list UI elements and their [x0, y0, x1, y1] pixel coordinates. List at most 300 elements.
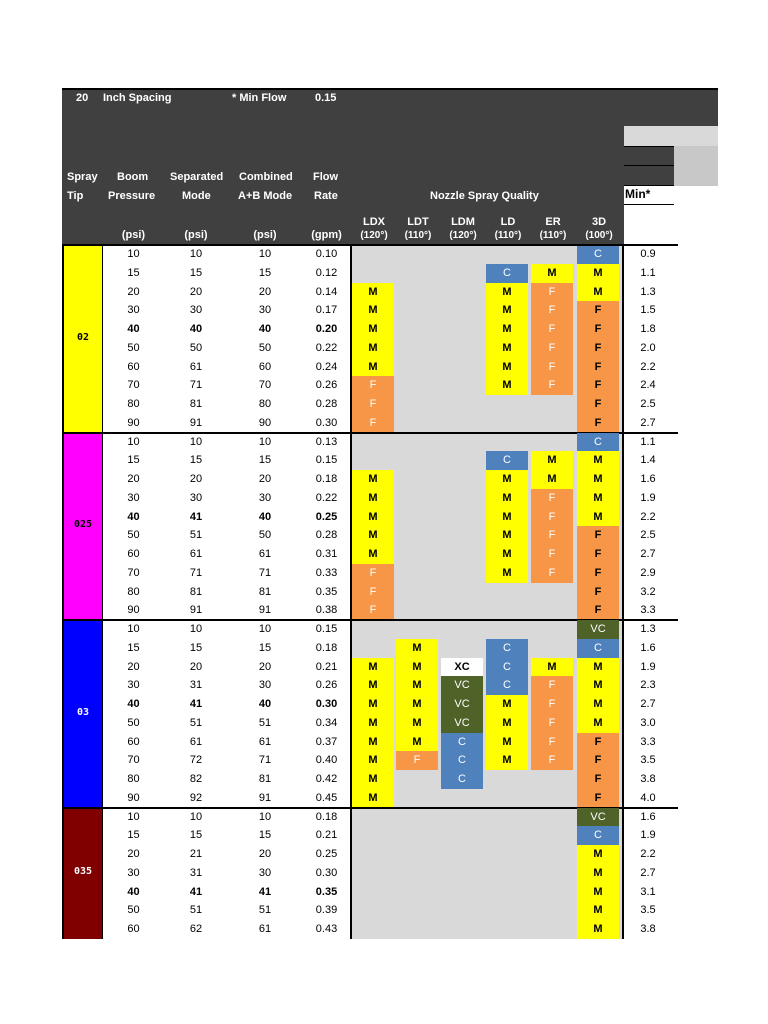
combined-mode: 91 — [258, 791, 272, 804]
quality-cell-m: M — [396, 658, 438, 677]
combined-mode: 71 — [258, 754, 272, 767]
min-value: 2.4 — [640, 379, 656, 392]
quality-cell-f: F — [352, 395, 394, 414]
unit-label: (gpm) — [311, 229, 342, 241]
unit-label: (psi) — [184, 229, 208, 241]
quality-cell-f: F — [577, 395, 619, 414]
separated-mode: 41 — [189, 885, 203, 898]
quality-cell-c: C — [441, 751, 483, 770]
combined-mode: 20 — [258, 285, 272, 298]
quality-cell-m: M — [577, 920, 619, 939]
separated-mode: 62 — [189, 923, 203, 935]
flow-rate: 0.40 — [315, 754, 338, 767]
quality-cell-m: M — [352, 358, 394, 377]
flow-rate: 0.37 — [315, 735, 338, 748]
min-value: 2.2 — [640, 360, 656, 373]
combined-mode: 81 — [258, 773, 272, 785]
flow-rate: 0.18 — [315, 641, 338, 654]
flow-rate: 0.26 — [315, 679, 338, 692]
flow-rate: 0.20 — [315, 323, 338, 335]
separated-mode: 91 — [189, 604, 203, 617]
separated-mode: 91 — [189, 416, 203, 429]
quality-cell-m: M — [486, 526, 528, 545]
quality-cell-c: C — [486, 451, 528, 470]
flow-rate: 0.35 — [315, 585, 338, 598]
flow-rate: 0.13 — [315, 435, 338, 448]
separated-mode: 81 — [189, 585, 203, 598]
quality-cell-m: M — [486, 695, 528, 714]
min-value: 1.9 — [640, 660, 656, 673]
quality-cell-m: M — [396, 714, 438, 733]
separated-mode: 21 — [189, 848, 203, 860]
flow-rate: 0.38 — [315, 604, 338, 617]
quality-cell-f: F — [577, 583, 619, 602]
quality-cell-m: M — [352, 470, 394, 489]
quality-cell-m: M — [352, 508, 394, 527]
boom-pressure: 50 — [127, 341, 140, 354]
tip-border-right — [102, 245, 103, 433]
quality-cell-f: F — [352, 564, 394, 583]
quality-cell-f: F — [577, 526, 619, 545]
tip-label: 02 — [76, 331, 90, 343]
boom-pressure: 20 — [127, 473, 140, 485]
quality-cell-f: F — [577, 751, 619, 770]
quality-cell-m: M — [352, 526, 394, 545]
col-boom-label: Boom — [117, 171, 149, 183]
flow-rate: 0.12 — [315, 266, 338, 279]
quality-cell-m: M — [531, 658, 573, 677]
min-value: 1.9 — [640, 491, 656, 504]
quality-cell-m: M — [352, 301, 394, 320]
flow-rate: 0.22 — [315, 491, 338, 504]
combined-mode: 61 — [258, 923, 272, 935]
combined-mode: 20 — [258, 660, 272, 673]
flow-rate: 0.25 — [315, 510, 338, 523]
header-dark-band — [624, 146, 674, 186]
boom-pressure: 40 — [127, 323, 140, 335]
boom-pressure: 40 — [127, 885, 140, 898]
boom-pressure: 30 — [127, 866, 140, 879]
tip-label: 025 — [73, 519, 93, 531]
quality-cell-m: M — [486, 339, 528, 358]
quality-cell-f: F — [531, 376, 573, 395]
min-value: 3.8 — [640, 773, 656, 785]
quality-cell-m: M — [531, 264, 573, 283]
min-value: 3.1 — [640, 885, 656, 898]
flow-rate: 0.15 — [315, 454, 338, 467]
boom-pressure: 70 — [127, 754, 140, 767]
combined-mode: 40 — [258, 323, 272, 335]
flow-rate: 0.30 — [315, 698, 338, 710]
quality-cell-m: M — [486, 470, 528, 489]
quality-cell-vc: VC — [577, 808, 619, 827]
quality-cell-f: F — [531, 751, 573, 770]
quality-cell-m: M — [352, 676, 394, 695]
boom-pressure: 10 — [127, 810, 140, 823]
separated-mode: 10 — [189, 248, 203, 260]
header-gray-band-1 — [624, 126, 718, 146]
quality-cell-f: F — [531, 339, 573, 358]
combined-mode: 10 — [258, 248, 272, 260]
quality-cell-f: F — [531, 545, 573, 564]
quality-cell-m: M — [396, 695, 438, 714]
boom-pressure: 50 — [127, 529, 140, 542]
quality-cell-f: F — [531, 695, 573, 714]
flow-rate: 0.18 — [315, 473, 338, 485]
quality-cell-m: M — [352, 714, 394, 733]
quality-cell-vc: VC — [441, 714, 483, 733]
min-value: 1.8 — [640, 323, 656, 335]
min-value: 2.5 — [640, 398, 656, 410]
min-value: 2.7 — [640, 548, 656, 560]
separated-mode: 31 — [189, 679, 203, 692]
quality-cell-m: M — [352, 283, 394, 302]
min-value: 1.6 — [640, 641, 656, 654]
quality-cell-f: F — [577, 545, 619, 564]
quality-cell-m: M — [486, 733, 528, 752]
separated-mode: 31 — [189, 866, 203, 879]
quality-cell-f: F — [577, 320, 619, 339]
quality-cell-c: C — [486, 658, 528, 677]
combined-mode: 90 — [258, 416, 272, 429]
quality-cell-m: M — [352, 695, 394, 714]
quality-cell-m: M — [486, 376, 528, 395]
separated-mode: 15 — [189, 454, 203, 467]
quality-right-rule — [622, 245, 624, 939]
tip-border — [62, 620, 64, 808]
quality-cell-m: M — [577, 864, 619, 883]
quality-cell-m: M — [352, 339, 394, 358]
boom-pressure: 10 — [127, 623, 140, 635]
combined-mode: 30 — [258, 491, 272, 504]
quality-cell-m: M — [352, 320, 394, 339]
col-ab-mode-label: A+B Mode — [238, 190, 293, 202]
min-value: 4.0 — [640, 791, 656, 804]
separated-mode: 81 — [189, 398, 203, 410]
quality-cell-m: M — [486, 751, 528, 770]
min-value: 2.2 — [640, 510, 656, 523]
quality-cell-vc: VC — [441, 695, 483, 714]
flow-rate: 0.30 — [315, 866, 338, 879]
quality-cell-f: F — [531, 676, 573, 695]
quality-cell-c: C — [486, 676, 528, 695]
quality-cell-m: M — [352, 770, 394, 789]
boom-pressure: 30 — [127, 304, 140, 317]
quality-cell-f: F — [531, 508, 573, 527]
quality-cell-c: C — [577, 639, 619, 658]
quality-cell-m: M — [577, 508, 619, 527]
quality-cell-f: F — [531, 358, 573, 377]
tip-label: 035 — [73, 866, 93, 878]
quality-cell-m: M — [352, 733, 394, 752]
unit-label: (psi) — [121, 229, 146, 241]
boom-pressure: 80 — [127, 585, 140, 598]
combined-mode: 50 — [258, 529, 272, 542]
boom-pressure: 90 — [127, 791, 140, 804]
nozzle-quality-heading: Nozzle Spray Quality — [430, 190, 539, 202]
flow-rate: 0.26 — [315, 379, 338, 392]
boom-pressure: 80 — [127, 398, 140, 410]
combined-mode: 10 — [258, 435, 272, 448]
separated-mode: 10 — [189, 810, 203, 823]
min-value: 1.6 — [640, 473, 656, 485]
combined-mode: 15 — [258, 641, 272, 654]
quality-cell-f: F — [531, 733, 573, 752]
tip-border — [62, 433, 64, 621]
header-rule-1 — [624, 146, 674, 147]
quality-cell-f: F — [577, 789, 619, 808]
boom-pressure: 20 — [127, 848, 140, 860]
flow-rate: 0.33 — [315, 566, 338, 579]
boom-pressure: 15 — [127, 829, 140, 842]
combined-mode: 40 — [258, 698, 272, 710]
separated-mode: 61 — [189, 360, 203, 373]
min-value: 1.5 — [640, 304, 656, 317]
nozzle-name: LDM — [451, 216, 475, 228]
boom-pressure: 40 — [127, 698, 140, 710]
col-separated-label: Separated — [170, 171, 224, 183]
quality-cell-c: C — [441, 770, 483, 789]
quality-cell-f: F — [577, 601, 619, 620]
quality-cell-f: F — [352, 601, 394, 620]
nozzle-angle: (100°) — [585, 230, 613, 241]
separated-mode: 71 — [189, 379, 203, 392]
combined-mode: 15 — [258, 829, 272, 842]
quality-cell-f: F — [531, 564, 573, 583]
quality-cell-c: C — [486, 639, 528, 658]
min-value: 1.3 — [640, 623, 656, 635]
flow-rate: 0.15 — [315, 623, 338, 635]
flow-rate: 0.21 — [315, 829, 338, 842]
flow-rate: 0.18 — [315, 810, 338, 823]
boom-pressure: 60 — [127, 735, 140, 748]
quality-cell-m: M — [577, 264, 619, 283]
nozzle-name: 3D — [591, 216, 607, 228]
boom-pressure: 10 — [127, 248, 140, 260]
nozzle-name: LD — [500, 216, 516, 228]
quality-cell-f: F — [352, 414, 394, 433]
quality-cell-m: M — [486, 489, 528, 508]
col-tip-label: Tip — [67, 190, 84, 202]
nozzle-angle: (110°) — [404, 230, 432, 241]
quality-cell-vc: VC — [441, 676, 483, 695]
unit-label: (psi) — [253, 229, 277, 241]
quality-cell-m: M — [486, 301, 528, 320]
combined-mode: 30 — [258, 866, 272, 879]
combined-mode: 40 — [258, 510, 272, 523]
min-value: 1.9 — [640, 829, 656, 842]
quality-cell-f: F — [352, 583, 394, 602]
combined-mode: 60 — [258, 360, 272, 373]
min-value: 2.0 — [640, 341, 656, 354]
col-mode-label: Mode — [182, 190, 211, 202]
nozzle-angle: (120°) — [449, 230, 477, 241]
quality-cell-f: F — [577, 301, 619, 320]
separated-mode: 92 — [189, 791, 203, 804]
separated-mode: 82 — [189, 773, 203, 785]
quality-cell-f: F — [396, 751, 438, 770]
nozzle-angle: (120°) — [360, 230, 388, 241]
boom-pressure: 20 — [127, 285, 140, 298]
separated-mode: 41 — [189, 698, 203, 710]
tip-border — [62, 245, 64, 433]
col-combined-label: Combined — [239, 171, 293, 183]
min-value: 1.1 — [640, 435, 656, 448]
tip-border-right — [102, 620, 103, 808]
combined-mode: 61 — [258, 548, 272, 560]
quality-cell-c: C — [577, 433, 619, 452]
min-value: 3.5 — [640, 904, 656, 917]
quality-cell-f: F — [531, 489, 573, 508]
quality-cell-m: M — [396, 733, 438, 752]
tip-border — [62, 808, 64, 939]
quality-cell-c: C — [577, 826, 619, 845]
flow-rate: 0.28 — [315, 398, 338, 410]
tip-border-right — [102, 808, 103, 939]
table-top-rule — [62, 244, 678, 246]
separated-mode: 30 — [189, 491, 203, 504]
flow-rate: 0.45 — [315, 791, 338, 804]
boom-pressure: 30 — [127, 679, 140, 692]
min-value: 3.2 — [640, 585, 656, 598]
min-value: 3.3 — [640, 735, 656, 748]
col-flow-label: Flow — [313, 171, 339, 183]
boom-pressure: 40 — [127, 510, 140, 523]
quality-cell-m: M — [486, 508, 528, 527]
boom-pressure: 20 — [127, 660, 140, 673]
combined-mode: 41 — [258, 885, 272, 898]
quality-cell-xc: XC — [441, 658, 483, 677]
quality-cell-m: M — [577, 676, 619, 695]
quality-cell-f: F — [577, 733, 619, 752]
quality-cell-f: F — [531, 301, 573, 320]
quality-cell-f: F — [577, 339, 619, 358]
boom-pressure: 80 — [127, 773, 140, 785]
flow-rate: 0.31 — [315, 548, 338, 560]
quality-cell-f: F — [531, 526, 573, 545]
min-value: 3.5 — [640, 754, 656, 767]
min-value: 2.9 — [640, 566, 656, 579]
min-value: 0.9 — [640, 248, 656, 260]
quality-cell-m: M — [396, 676, 438, 695]
spacing-number: 20 — [76, 92, 89, 104]
boom-pressure: 60 — [127, 548, 140, 560]
header-rule-2 — [624, 165, 674, 166]
separated-mode: 51 — [189, 529, 203, 542]
quality-cell-m: M — [486, 545, 528, 564]
boom-pressure: 50 — [127, 716, 140, 729]
combined-mode: 91 — [258, 604, 272, 617]
nozzle-angle: (110°) — [494, 230, 522, 241]
boom-pressure: 60 — [127, 923, 140, 935]
quality-cell-m: M — [577, 901, 619, 920]
flow-rate: 0.10 — [315, 248, 338, 260]
boom-pressure: 60 — [127, 360, 140, 373]
combined-mode: 30 — [258, 304, 272, 317]
nozzle-name: ER — [545, 216, 561, 228]
boom-pressure: 15 — [127, 641, 140, 654]
tip-border-right — [102, 433, 103, 621]
separated-mode: 20 — [189, 660, 203, 673]
combined-mode: 10 — [258, 623, 272, 635]
min-value: 1.4 — [640, 454, 656, 467]
separated-mode: 61 — [189, 548, 203, 560]
separated-mode: 20 — [189, 473, 203, 485]
quality-cell-m: M — [531, 470, 573, 489]
boom-pressure: 90 — [127, 416, 140, 429]
quality-cell-m: M — [577, 451, 619, 470]
combined-mode: 50 — [258, 341, 272, 354]
min-value: 2.2 — [640, 848, 656, 860]
min-value: 3.3 — [640, 604, 656, 617]
separated-mode: 40 — [189, 323, 203, 335]
quality-cell-m: M — [486, 714, 528, 733]
min-value: 1.3 — [640, 285, 656, 298]
nozzle-name: LDX — [363, 216, 385, 228]
quality-cell-c: C — [577, 245, 619, 264]
flow-rate: 0.34 — [315, 716, 338, 729]
min-value: 3.8 — [640, 923, 656, 935]
combined-mode: 20 — [258, 848, 272, 860]
combined-mode: 61 — [258, 735, 272, 748]
min-value: 2.7 — [640, 866, 656, 879]
col-pressure-label: Pressure — [108, 190, 156, 202]
quality-cell-f: F — [531, 714, 573, 733]
nozzle-angle: (110°) — [539, 230, 567, 241]
separated-mode: 72 — [189, 754, 203, 767]
separated-mode: 50 — [189, 341, 203, 354]
combined-mode: 71 — [258, 566, 272, 579]
separated-mode: 10 — [189, 435, 203, 448]
col-rate-label: Rate — [314, 190, 338, 202]
boom-pressure: 10 — [127, 435, 140, 448]
quality-cell-m: M — [577, 489, 619, 508]
quality-cell-m: M — [486, 320, 528, 339]
quality-cell-f: F — [577, 770, 619, 789]
quality-cell-m: M — [352, 489, 394, 508]
quality-cell-f: F — [577, 376, 619, 395]
flow-rate: 0.30 — [315, 416, 338, 429]
quality-cell-m: M — [486, 358, 528, 377]
combined-mode: 15 — [258, 266, 272, 279]
quality-cell-m: M — [577, 695, 619, 714]
quality-cell-m: M — [352, 545, 394, 564]
boom-pressure: 15 — [127, 266, 140, 279]
header-rule-3 — [624, 185, 674, 186]
quality-cell-f: F — [577, 358, 619, 377]
quality-cell-c: C — [486, 264, 528, 283]
separated-mode: 41 — [189, 510, 203, 523]
min-flow-label: * Min Flow — [232, 92, 287, 104]
header-rule-4 — [624, 204, 674, 205]
quality-cell-m: M — [577, 658, 619, 677]
combined-mode: 80 — [258, 398, 272, 410]
col-spray-label: Spray — [67, 171, 98, 183]
quality-cell-m: M — [352, 751, 394, 770]
flow-rate: 0.28 — [315, 529, 338, 542]
separated-mode: 71 — [189, 566, 203, 579]
min-value: 1.1 — [640, 266, 656, 279]
quality-cell-m: M — [486, 564, 528, 583]
flow-rate: 0.24 — [315, 360, 338, 373]
boom-pressure: 70 — [127, 566, 140, 579]
separated-mode: 51 — [189, 716, 203, 729]
flow-rate: 0.22 — [315, 341, 338, 354]
combined-mode: 20 — [258, 473, 272, 485]
quality-cell-m: M — [577, 845, 619, 864]
separated-mode: 30 — [189, 304, 203, 317]
combined-mode: 15 — [258, 454, 272, 467]
